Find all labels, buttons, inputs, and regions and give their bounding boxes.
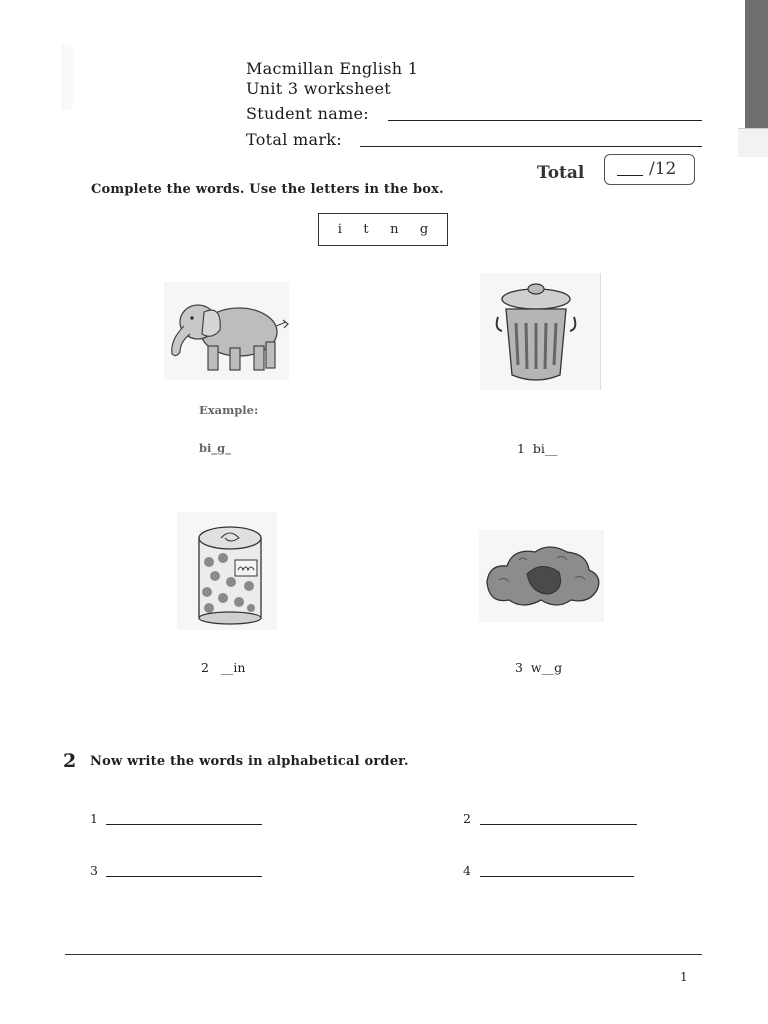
trash-bin-picture [480,273,601,390]
elephant-picture [164,282,289,380]
letter: t [363,222,369,237]
item-2-caption [201,660,245,675]
total-mark-label: Total mark: [246,130,342,149]
total-score-box [604,154,695,185]
answer-2-number: 2 [463,811,471,826]
wig-picture [479,530,604,622]
answer-1-number: 1 [90,811,98,826]
page-number: 1 [680,970,688,984]
item-2-word[interactable]: __in [220,660,246,675]
exercise2-instruction: Now write the words in alphabetical order. [90,754,409,769]
letter: i [337,222,342,237]
total-score-blank[interactable] [617,175,643,176]
item-2-number: 2 [201,660,209,675]
letter: n [390,222,399,237]
item-1-caption [517,441,557,456]
letter-box [318,213,448,246]
letter: g [419,222,429,237]
answer-3-line[interactable] [106,876,262,877]
item-1-word[interactable]: bi__ [532,441,558,456]
trash-bin-icon [480,273,600,390]
answer-1-line[interactable] [106,824,262,825]
item-3-caption [515,660,562,675]
footer-rule [65,954,702,955]
answer-3-number: 3 [90,863,98,878]
exercise1-instruction: Complete the words. Use the letters in the box. [91,182,444,197]
unit-title: Unit 3 worksheet [246,79,392,98]
tin-can-icon [177,512,277,630]
example-label: Example: [199,403,259,417]
answer-4-number: 4 [463,863,471,878]
student-name-field[interactable] [388,120,702,121]
total-label: Total [537,163,585,183]
side-tab-shadow [738,128,768,157]
student-name-label: Student name: [246,104,370,123]
item-3-number: 3 [515,660,523,675]
side-tab [745,0,768,128]
tin-can-picture [177,512,277,630]
answer-4-line[interactable] [480,876,634,877]
total-score-max: /12 [649,159,677,179]
binding-mark [62,44,73,110]
example-word: bi_g_ [199,441,231,455]
total-mark-field[interactable] [360,146,702,147]
wig-icon [479,530,604,622]
item-1-number: 1 [517,441,525,456]
item-3-word[interactable]: w__g [530,660,563,675]
elephant-icon [164,282,289,380]
answer-2-line[interactable] [480,824,637,825]
exercise2-number: 2 [63,750,77,772]
book-title: Macmillan English 1 [246,59,419,78]
